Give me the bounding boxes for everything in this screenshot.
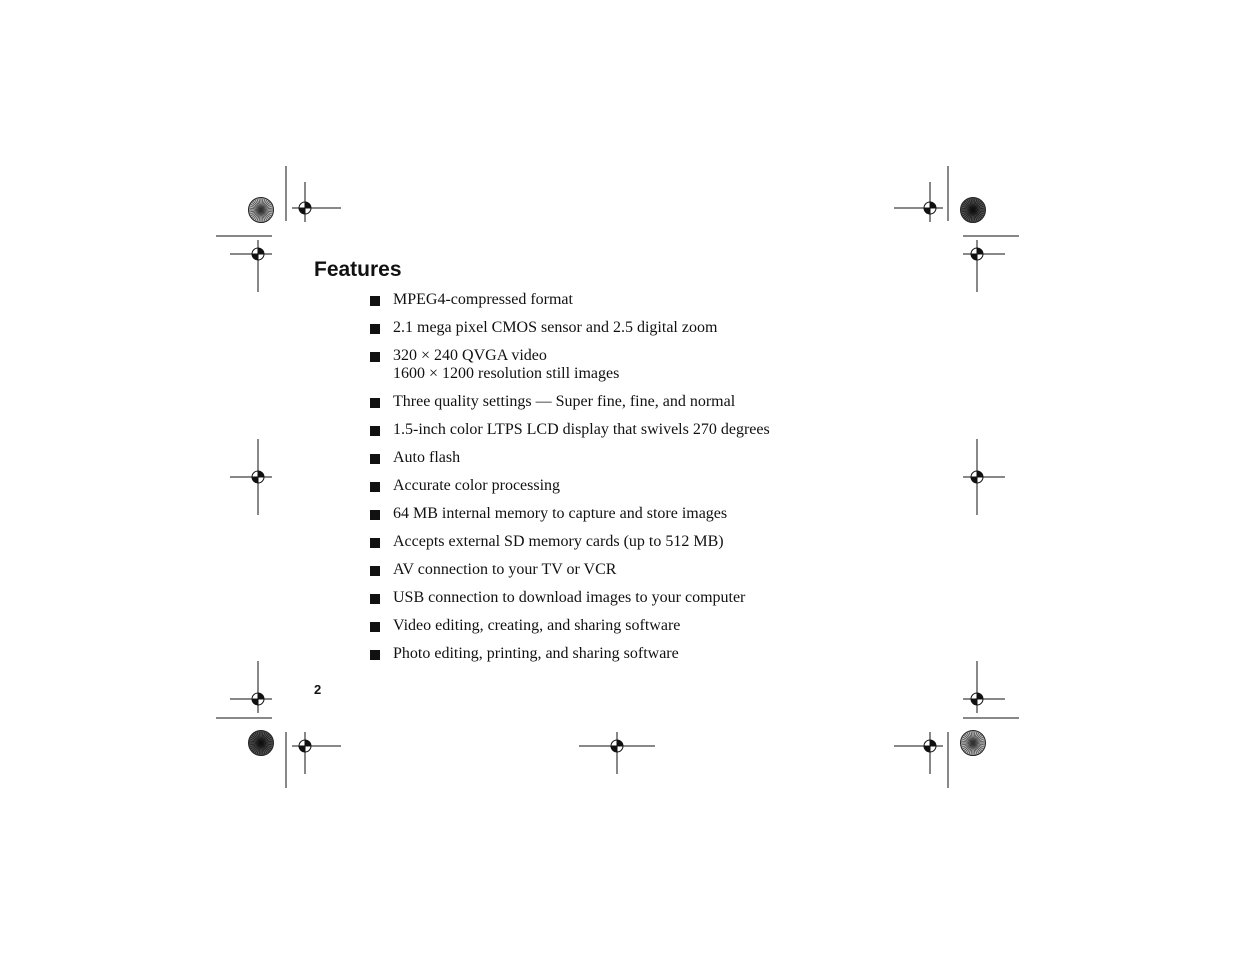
registration-fill bbox=[299, 208, 305, 214]
feature-text: Auto flash bbox=[393, 449, 461, 466]
square-bullet-icon bbox=[370, 352, 380, 362]
feature-text: USB connection to download images to your computer bbox=[393, 589, 746, 606]
registration-fill bbox=[252, 477, 258, 483]
registration-fill bbox=[299, 746, 305, 752]
square-bullet-icon bbox=[370, 594, 380, 604]
square-bullet-icon bbox=[370, 324, 380, 334]
list-item bbox=[368, 533, 888, 551]
list-item bbox=[368, 561, 888, 579]
feature-text: Three quality settings — Super fine, fine, and normal bbox=[393, 393, 736, 410]
square-bullet-icon bbox=[370, 566, 380, 576]
page-number: 2 bbox=[314, 682, 322, 697]
feature-text: 64 MB internal memory to capture and store images bbox=[393, 505, 728, 522]
registration-fill bbox=[930, 740, 936, 746]
feature-text: MPEG4-compressed format bbox=[393, 291, 573, 308]
list-item bbox=[368, 505, 888, 523]
registration-fill bbox=[971, 477, 977, 483]
list-item bbox=[368, 347, 888, 383]
feature-text: Video editing, creating, and sharing software bbox=[393, 617, 681, 634]
registration-fill bbox=[977, 248, 983, 254]
list-item bbox=[368, 449, 888, 467]
list-item bbox=[368, 477, 888, 495]
registration-fill bbox=[258, 248, 264, 254]
feature-text: 320 × 240 QVGA video bbox=[393, 347, 547, 364]
feature-text-continued: 1600 × 1200 resolution still images bbox=[393, 365, 620, 382]
list-item bbox=[368, 319, 888, 337]
registration-fill bbox=[971, 254, 977, 260]
square-bullet-icon bbox=[370, 482, 380, 492]
registration-fill bbox=[252, 699, 258, 705]
registration-fill bbox=[617, 740, 623, 746]
feature-text: Accepts external SD memory cards (up to 512 MB) bbox=[393, 533, 724, 550]
registration-fill bbox=[977, 471, 983, 477]
list-item bbox=[368, 393, 888, 411]
registration-fill bbox=[924, 746, 930, 752]
feature-text: 1.5-inch color LTPS LCD display that swivels 270 degrees bbox=[393, 421, 770, 438]
registration-fill bbox=[930, 202, 936, 208]
registration-fill bbox=[305, 202, 311, 208]
square-bullet-icon bbox=[370, 398, 380, 408]
registration-fill bbox=[305, 740, 311, 746]
feature-list bbox=[368, 291, 888, 673]
square-bullet-icon bbox=[370, 538, 380, 548]
feature-text: 2.1 mega pixel CMOS sensor and 2.5 digital zoom bbox=[393, 319, 718, 336]
square-bullet-icon bbox=[370, 650, 380, 660]
square-bullet-icon bbox=[370, 454, 380, 464]
registration-fill bbox=[258, 471, 264, 477]
registration-fill bbox=[258, 693, 264, 699]
square-bullet-icon bbox=[370, 426, 380, 436]
square-bullet-icon bbox=[370, 622, 380, 632]
registration-fill bbox=[252, 254, 258, 260]
feature-text: Accurate color processing bbox=[393, 477, 561, 494]
list-item bbox=[368, 421, 888, 439]
square-bullet-icon bbox=[370, 510, 380, 520]
list-item bbox=[368, 291, 888, 309]
feature-text: Photo editing, printing, and sharing software bbox=[393, 645, 679, 662]
registration-fill bbox=[924, 208, 930, 214]
registration-fill bbox=[611, 746, 617, 752]
square-bullet-icon bbox=[370, 296, 380, 306]
feature-text: AV connection to your TV or VCR bbox=[393, 561, 617, 578]
page-title: Features bbox=[314, 258, 402, 281]
registration-fill bbox=[977, 693, 983, 699]
list-item bbox=[368, 617, 888, 635]
list-item bbox=[368, 589, 888, 607]
registration-fill bbox=[971, 699, 977, 705]
list-item bbox=[368, 645, 888, 663]
